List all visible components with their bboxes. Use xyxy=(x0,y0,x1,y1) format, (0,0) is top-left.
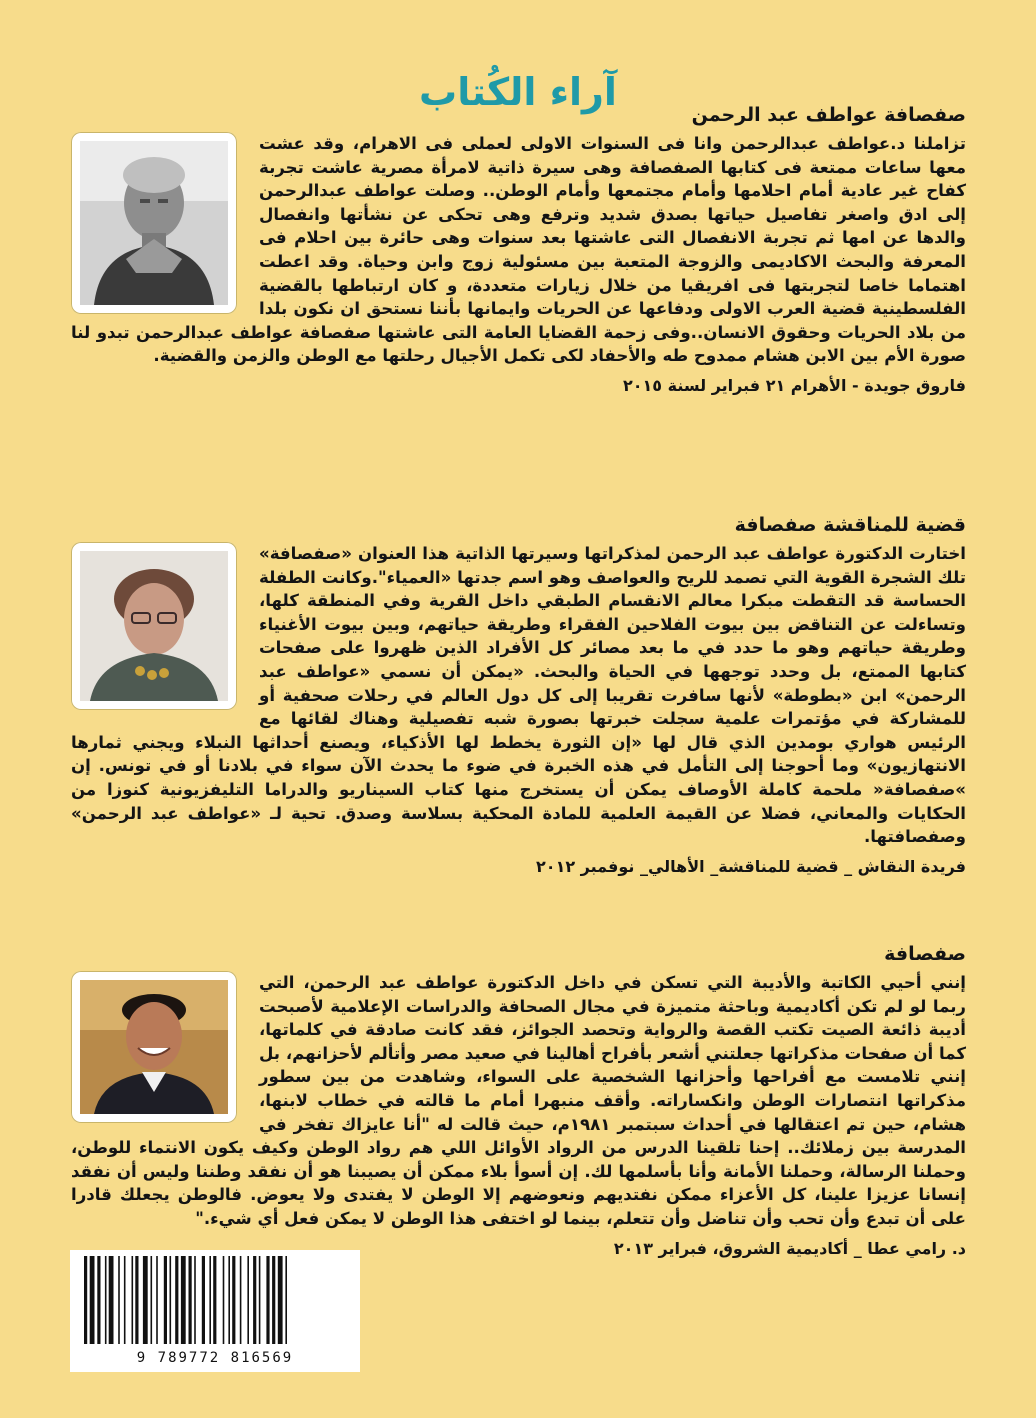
isbn-number: 9 789772 816569 xyxy=(136,1350,294,1366)
barcode-bar xyxy=(247,1256,249,1344)
barcode-bar xyxy=(97,1256,100,1344)
barcode-bar xyxy=(175,1256,178,1344)
barcode-bar xyxy=(223,1256,225,1344)
page-title: آراء الكُتاب xyxy=(419,70,617,114)
barcode-bar xyxy=(135,1256,138,1344)
barcode-bar xyxy=(266,1256,269,1344)
review-title-3: صفصافة xyxy=(884,943,966,965)
barcode-bar xyxy=(194,1256,196,1344)
barcode-bar xyxy=(132,1256,134,1344)
review-section-3 xyxy=(71,943,966,1258)
barcode-bar xyxy=(143,1256,148,1344)
review-section-1 xyxy=(71,104,966,395)
barcode-bar xyxy=(228,1256,230,1344)
review-title-2: قضية للمناقشة صفصافة xyxy=(734,514,966,536)
barcode-bar xyxy=(105,1256,107,1344)
review-title-1: صفصافة عواطف عبد الرحمن xyxy=(691,104,966,126)
review-text-3: إنني أحيي الكاتبة والأديبة التي تسكن في داخل الدكتورة عواطف عبد الرحمن، التي ربما لو لم تكن أكاديمية وباحثة متميزة في مجال الصحافة والدراسات الإعلامية لأصبحت أديبة ذائعة الصيت تكتب القصة والرواية وتحصد الجوائز، فقد كانت صادقة في كلماتها، كما أن صفحات مذكراتها جعلتني أشعر بأفراح أهالينا في صعيد مصر وأتألم لأحزانهم، بل إنني تلامست مع أفراحها وأحزانها الشخصية على السواء، وشاهدت من بين سطور مذكراتها انتصارات الوطن وانكساراته. وأقف منبهرا أمام ما قالته في خطاب لابنها، هشام، حين تم اعتقالها في أحداث سبتمبر ١٩٨١م، حيث قالت له "أنا عايزاك تفخر في المدرسة بين زملائك.. إحنا تلقينا الدرس من الرواد الأوائل اللي هم رواد الوطن وكيف يكون الانتماء للوطن، وحملنا الرسالة، وحملنا الأمانة وأنا بأسلمها لك. إن أسوأ بلاء ممكن أن يصيبنا هو أن نفقد وطننا وليس أن نفقد إنسانا عزيزا علينا، كل الأعزاء ممكن نفتديهم ونعوضهم إلا الوطن لا يفتدى ولا يعوض. فالوطن يجعلك قادرا على أن تبدع وأن تحب وأن تناضل وأن تتعلم، بينما لو اختفى هذا الوطن لا يمكن فعل أي شيء." xyxy=(71,973,967,1228)
author-photo-1 xyxy=(71,132,237,314)
barcode-bar xyxy=(151,1256,153,1344)
man-portrait-image xyxy=(80,141,228,305)
author-photo-2 xyxy=(71,542,237,710)
barcode-bar xyxy=(240,1256,242,1344)
review-text-1: تزاملنا د.عواطف عبدالرحمن وانا فى السنوات الاولى لعملى فى الاهرام، وقد عشت معها ساعات ممتعة فى كتابها الصفصافة وهى سيرة ذاتية لامرأة مصرية عاشت تجربة كفاح غير عادية أمام احلامها وأمام مجتمعها وأمام الوطن.. وصلت عواطف عبدالرحمن إلى ادق واصغر تفاصيل حياتها بصدق شديد وترفع وهى تحكى عن نشأتها وانفصال والدها عن امها ثم تجربة الانفصال التى عاشتها بعد سنوات وهى حائرة بين احلام فى المعرفة والبحث الاكاديمى والزوجة المتعبة بين مسئولية زوج وابن وحياة. وقد اعطت اهتماما خاصا لتجربتها فى افريقيا من خلال زيارات متعددة، و كان ارتباطها بالقضية الفلسطينية قضية العرب الاولى ودفاعها عن الحريات وايمانها بأننا نستحق ان نكون بلدا من بلاد الحريات وحقوق الانسان..وفى زحمة القضايا العامة التى عاشتها صفصافة عواطف عبدالرحمن تبدو لنا صورة الأم بين الابن هشام ممدوح طه والأحفاد لكى تكمل الأجيال رحلتها مع الوطن والزمن والقضية. xyxy=(71,134,966,366)
barcode-bar xyxy=(156,1256,158,1344)
review-signature-2: فريدة النقاش _ قضية للمناقشة_ الأهالي_ نوفمبر ٢٠١٢ xyxy=(536,856,966,876)
barcode-bar xyxy=(170,1256,172,1344)
barcode-bar xyxy=(232,1256,235,1344)
review-signature-3: د. رامي عطا _ أكاديمية الشروق، فبراير ٢٠١٣ xyxy=(613,1238,966,1258)
woman-portrait-image xyxy=(80,551,228,701)
review-text-2: اختارت الدكتورة عواطف عبد الرحمن لمذكراتها وسيرتها الذاتية هذا العنوان «صفصافة» تلك الشجرة القوية التي تصمد للريح والعواصف وهو اسم جدتها «العمياء".وكانت الطفلة الحساسة قد التقطت مبكرا معالم الانقسام الطبقي داخل القرية وفي المنطقة كلها، وتساءلت عن التناقض بين بيوت الفلاحين الفقراء وطريقة حياتهم، وبين بيوت الأغنياء وطريقة حياتهم وهو ما حدد في ما بعد مصائر كل الأفراد الذين ظهروا على صفحات كتابها الممتع، بل وحدد توجهها في الحياة والبحث. «يمكن أن نسمي «عواطف عبد الرحمن» ابن «بطوطة» لأنها سافرت تقريبا إلى كل دول العالم في رحلات صحفية أو للمشاركة في مؤتمرات علمية سجلت خبرتها بصورة شبه تفصيلية وهناك لقائها مع الرئيس هواري بومدين الذي قال لها «إن الثورة يخطط لها الأذكياء، ويصنع أحداثها النبلاء ويجني ثمارها الانتهازيون» وما أحوجنا إلى التأمل في هذه الخبرة في ضوء ما يحدث الآن سواء في بلادنا أو في تونس. إن »صفصافة« ملحمة كاملة الأوصاف يمكن أن يستخرج منها كتاب السيناريو والدراما التليفزيونية كنوزا من الحكايات والمعاني، فضلا عن القيمة العلمية للمادة المحكية بسلاسة وصدق. تحية لـ «عواطف عبد الرحمن» وصفصافتها. xyxy=(71,544,966,847)
barcode-bar xyxy=(278,1256,283,1344)
barcode-bar xyxy=(118,1256,120,1344)
review-signature-1: فاروق جويدة - الأهرام ٢١ فبراير لسنة ٢٠١٥ xyxy=(622,375,966,395)
barcode-bar xyxy=(189,1256,192,1344)
barcode-bars xyxy=(70,1250,360,1350)
man-smiling-portrait-image xyxy=(80,980,228,1114)
barcode-bar xyxy=(253,1256,256,1344)
barcode-bar xyxy=(272,1256,275,1344)
review-section-2 xyxy=(71,514,966,876)
isbn-barcode xyxy=(70,1250,360,1372)
author-photo-3 xyxy=(71,971,237,1123)
barcode-bar xyxy=(202,1256,205,1344)
barcode-bar xyxy=(124,1256,126,1344)
barcode-bar xyxy=(84,1256,87,1344)
barcode-bar xyxy=(285,1256,287,1344)
barcode-bar xyxy=(209,1256,211,1344)
barcode-bar xyxy=(181,1256,186,1344)
barcode-bar xyxy=(213,1256,216,1344)
barcode-bar xyxy=(259,1256,261,1344)
barcode-bar xyxy=(109,1256,114,1344)
barcode-bar xyxy=(164,1256,167,1344)
barcode-bar xyxy=(90,1256,95,1344)
